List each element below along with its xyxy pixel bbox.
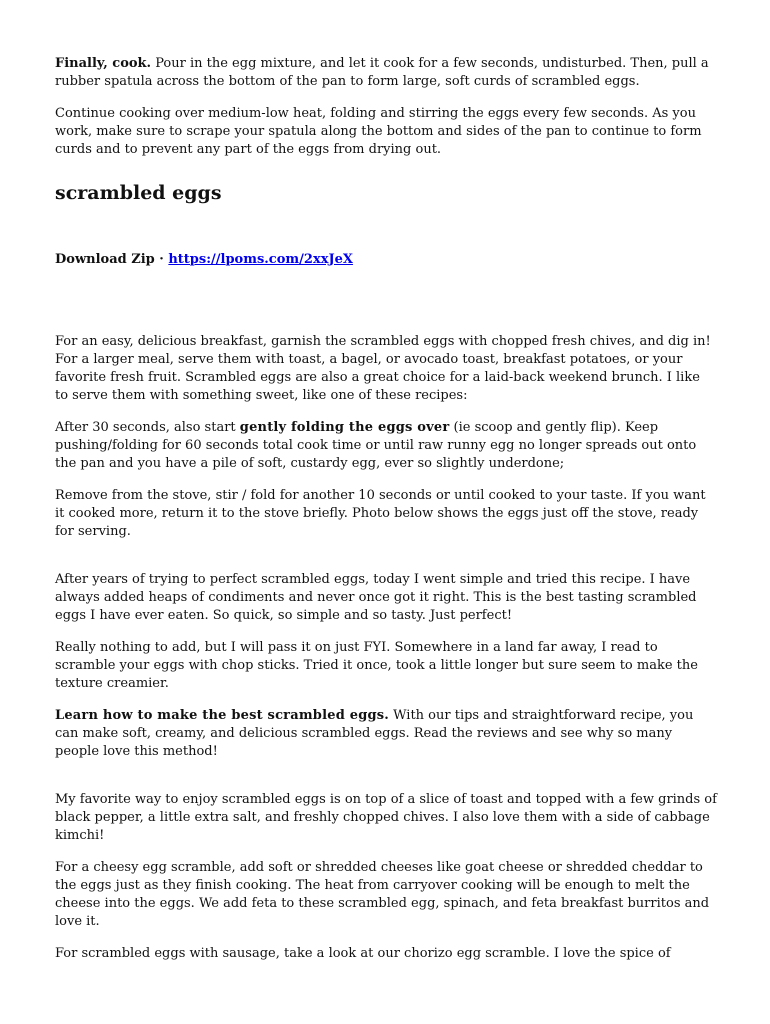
- body-paragraph-2-bold: gently folding the eggs over: [239, 420, 450, 435]
- page-title: scrambled eggs: [55, 182, 222, 204]
- body-paragraph-6-text: With our tips and straightforward recipe, you can make soft, creamy, and delicious scrambled eggs. Read the reviews and see why so many people love this method!: [55, 708, 694, 759]
- body-paragraph-8: For a cheesy egg scramble, add soft or shredded cheeses like goat cheese or shredded cheddar to the eggs just as they finish cooking. The heat from carryover cooking will be enough to melt the cheese into the eggs. We add feta to these scrambled egg, spinach, and feta breakfast burritos and love it.: [55, 860, 710, 929]
- body-paragraph-6-bold: Learn how to make the best scrambled eggs.: [55, 708, 390, 723]
- intro-paragraph-1-bold: Finally, cook.: [55, 56, 152, 71]
- body-paragraph-2-after: (ie scoop and gently flip). Keep pushing/folding for 60 seconds total cook time or until raw runny egg no longer spreads out onto the pan and you have a pile of soft, custardy egg, ever so slightly underdone;: [55, 420, 697, 471]
- intro-paragraph-2: Continue cooking over medium-low heat, folding and stirring the eggs every few seconds. As you work, make sure to scrape your spatula along the bottom and sides of the pan to continue to form curds and to prevent any part of the eggs from drying out.: [55, 106, 702, 157]
- body-paragraph-7: My favorite way to enjoy scrambled eggs is on top of a slice of toast and topped with a few grinds of black pepper, a little extra salt, and freshly chopped chives. I also love them with a side of cabbage kimchi!: [55, 792, 717, 843]
- body-paragraph-6: [55, 707, 717, 761]
- intro-paragraph-1-text: Pour in the egg mixture, and let it cook for a few seconds, undisturbed. Then, pull a rubber spatula across the bottom of the pan to form large, soft curds of scrambled eggs.: [55, 56, 709, 89]
- intro-paragraph-1: [55, 55, 717, 91]
- body-paragraph-9: For scrambled eggs with sausage, take a look at our chorizo egg scramble. I love the spice of: [55, 946, 671, 961]
- body-paragraph-5: Really nothing to add, but I will pass it on just FYI. Somewhere in a land far away, I read to scramble your eggs with chop sticks. Tried it once, took a little longer but sure seem to make the texture creamier.: [55, 640, 698, 691]
- body-paragraph-4: After years of trying to perfect scrambled eggs, today I went simple and tried this recipe. I have always added heaps of condiments and never once got it right. This is the best tasting scrambled eggs I have ever eaten. So quick, so simple and so tasty. Just perfect!: [55, 572, 697, 623]
- document-page: [55, 55, 717, 977]
- download-line: [55, 251, 717, 269]
- download-label: Download Zip ·: [55, 252, 169, 267]
- download-link[interactable]: https://lpoms.com/2xxJeX: [168, 252, 353, 267]
- body-paragraph-2-before: After 30 seconds, also start: [55, 420, 240, 435]
- body-paragraph-2: [55, 419, 717, 473]
- body-paragraph-3: Remove from the stove, stir / fold for another 10 seconds or until cooked to your taste. If you want it cooked more, return it to the stove briefly. Photo below shows the eggs just off the stove, ready for serving.: [55, 488, 706, 539]
- body-paragraph-1: For an easy, delicious breakfast, garnish the scrambled eggs with chopped fresh chives, and dig in! For a larger meal, serve them with toast, a bagel, or avocado toast, breakfast potatoes, or your favorite fresh fruit. Scrambled eggs are also a great choice for a laid-back weekend brunch. I like to serve them with something sweet, like one of these recipes:: [55, 334, 711, 403]
